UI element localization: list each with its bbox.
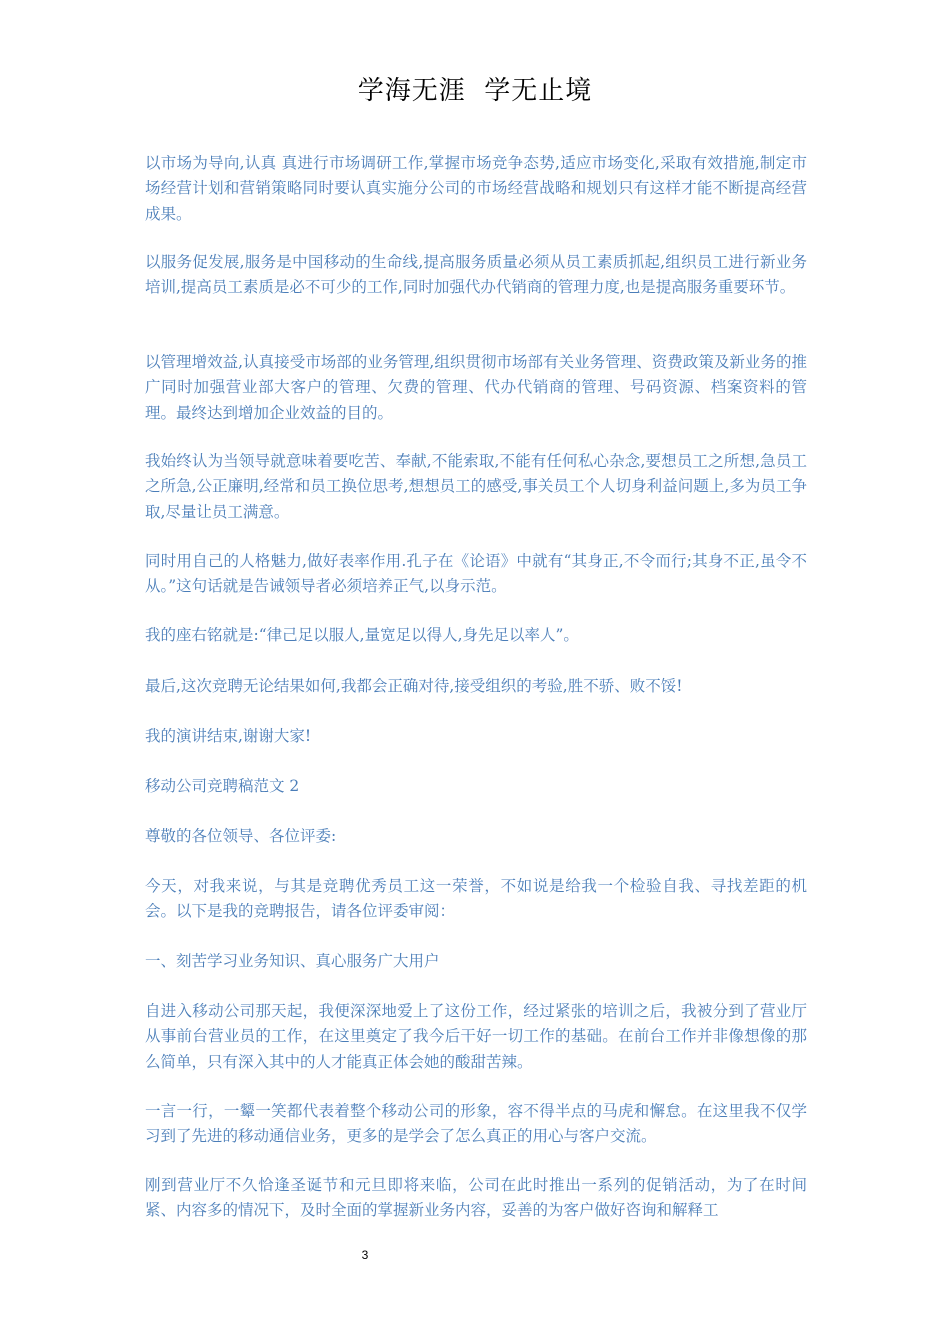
paragraph-leadership-view: 我始终认为当领导就意味着要吃苦、奉献,不能索取,不能有任何私心杂念,要想员工之所想,急员工之所急,公正廉明,经常和员工换位思考,想想员工的感受,事关员工个人切身利益问题上,多为员工争取,尽量让员工满意。 — [145, 452, 807, 521]
paragraph-company-image: 一言一行，一颦一笑都代表着整个移动公司的形象，容不得半点的马虎和懈怠。在这里我不仅学习到了先进的移动通信业务，更多的是学会了怎么真正的用心与客户交流。 — [145, 1102, 807, 1146]
paragraph-joining-company: 自进入移动公司那天起，我便深深地爱上了这份工作，经过紧张的培训之后，我被分到了营业厅从事前台营业员的工作，在这里奠定了我今后干好一切工作的基础。在前台工作并非像想像的那么简单，只有深入其中的人才能真正体会她的酸甜苦辣。 — [145, 1002, 807, 1071]
paragraph-holiday-promotion: 刚到营业厅不久恰逢圣诞节和元旦即将来临，公司在此时推出一系列的促销活动，为了在时间紧、内容多的情况下，及时全面的掌握新业务内容，妥善的为客户做好咨询和解释工 — [145, 1176, 807, 1220]
paragraph-closing-attitude: 最后,这次竞聘无论结果如何,我都会正确对待,接受组织的考验,胜不骄、败不馁! — [145, 677, 683, 695]
section-heading-sample-2: 移动公司竞聘稿范文 2 — [145, 777, 300, 795]
paragraph-salutation: 尊敬的各位领导、各位评委: — [145, 827, 337, 845]
page-number: 3 — [361, 1248, 369, 1262]
paragraph-introduction: 今天，对我来说，与其是竞聘优秀员工这一荣誉，不如说是给我一个检验自我、寻找差距的机会。以下是我的竞聘报告，请各位评委审阅： — [145, 877, 807, 921]
paragraph-service-development: 以服务促发展,服务是中国移动的生命线,提高服务质量必须从员工素质抓起,组织员工进行新业务培训,提高员工素质是必不可少的工作,同时加强代办代销商的管理力度,也是提高服务重要环节。 — [145, 253, 807, 297]
paragraph-market-orientation: 以市场为导向,认真 真进行市场调研工作,掌握市场竞争态势,适应市场变化,采取有效措施,制定市场经营计划和营销策略同时要认真实施分公司的市场经营战略和规划只有这样才能不断提高经营成果。 — [145, 154, 807, 223]
paragraph-personal-example: 同时用自己的人格魅力,做好表率作用.孔子在《论语》中就有“其身正,不令而行;其身不正,虽令不从。”这句话就是告诫领导者必须培养正气,以身示范。 — [145, 552, 807, 596]
paragraph-motto: 我的座右铭就是:“律己足以服人,量宽足以得人,身先足以率人”。 — [145, 626, 579, 644]
paragraph-management-efficiency: 以管理增效益,认真接受市场部的业务管理,组织贯彻市场部有关业务管理、资费政策及新业务的推广同时加强营业部大客户的管理、欠费的管理、代办代销商的管理、号码资源、档案资料的管理。最终达到增加企业效益的目的。 — [145, 353, 807, 422]
paragraph-speech-end: 我的演讲结束,谢谢大家! — [145, 727, 312, 745]
page-header-title: 学海无涯 学无止境 — [357, 76, 593, 106]
section-heading-study-service: 一、刻苦学习业务知识、真心服务广大用户 — [145, 952, 440, 970]
